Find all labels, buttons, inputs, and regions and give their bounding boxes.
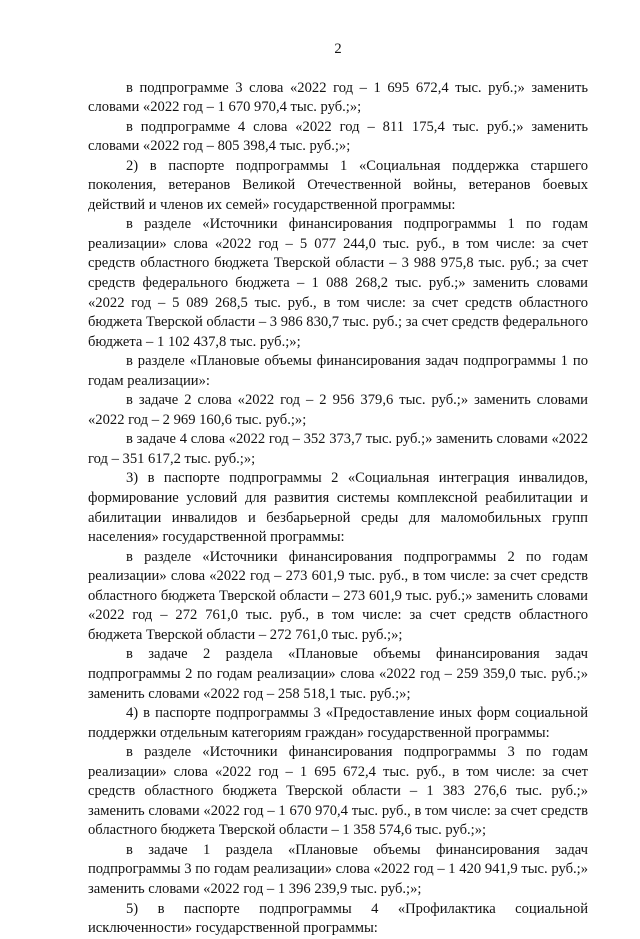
paragraph-11: 4) в паспорте подпрограммы 3 «Предоставление иных форм социальной поддержки отдельным категориям граждан» государственной программы: [88, 705, 588, 741]
paragraph-14: 5) в паспорте подпрограммы 4 «Профилактика социальной исключенности» государственной программы: [88, 900, 588, 937]
paragraph-8: 3) в паспорте подпрограммы 2 «Социальная интеграция инвалидов, формирование условий для развития системы комплексной реабилитации и абилитации инвалидов и безбарьерной среды для маломобильных групп населения» государственной программы: [88, 470, 588, 546]
paragraph-10: в задаче 2 раздела «Плановые объемы финансирования задач подпрограммы 2 по годам реализации» слова «2022 год – 259 359,0 тыс. руб.;» заменить словами «2022 год – 258 518,1 тыс. руб.;»; [88, 646, 588, 702]
paragraph-13: в задаче 1 раздела «Плановые объемы финансирования задач подпрограммы 3 по годам реализации» слова «2022 год – 1 420 941,9 тыс. руб.;» заменить словами «2022 год – 1 396 239,9 тыс. руб.;»; [88, 841, 588, 897]
paragraph-9: в разделе «Источники финансирования подпрограммы 2 по годам реализации» слова «2022 год – 273 601,9 тыс. руб., в том числе: за счет средств областного бюджета Тверской области – 273 601,9 тыс. руб.;» заменить словами «2022 год – 272 761,0 тыс. руб., в том числе: за счет средств областного бюджета Тверской области – 272 761,0 тыс. руб.;»; [88, 548, 588, 643]
paragraph-2: в подпрограмме 4 слова «2022 год – 811 175,4 тыс. руб.;» заменить словами «2022 год – 805 398,4 тыс. руб.;»; [88, 118, 588, 155]
paragraph-4: в разделе «Источники финансирования подпрограммы 1 по годам реализации» слова «2022 год – 5 077 244,0 тыс. руб., в том числе: за счет средств областного бюджета Тверской области – 3 988 975,8 тыс. руб.; за счет средств федерального бюджета – 1 088 268,2 тыс. руб.;» заменить словами «2022 год – 5 089 268,5 тыс. руб., в том числе: за счет средств областного бюджета Тверской области – 3 986 830,7 тыс. руб.; за счет средств федерального бюджета – 1 102 437,8 тыс. руб.;»; [88, 216, 589, 350]
paragraph-7: в задаче 4 слова «2022 год – 352 373,7 тыс. руб.;» заменить словами «2022 год – 351 617,2 тыс. руб.;»; [88, 431, 588, 467]
paragraph-6: в задаче 2 слова «2022 год – 2 956 379,6 тыс. руб.;» заменить словами «2022 год – 2 969 160,6 тыс. руб.;»; [88, 392, 588, 428]
paragraph-12: в разделе «Источники финансирования подпрограммы 3 по годам реализации» слова «2022 год – 1 695 672,4 тыс. руб., в том числе: за счет средств областного бюджета Тверской области – 1 383 276,6 тыс. руб.;» заменить словами «2022 год – 1 670 970,4 тыс. руб., в том числе: за счет средств областного бюджета Тверской области – 1 358 574,6 тыс. руб.;»; [88, 744, 588, 839]
page-number: 2 [334, 41, 342, 57]
paragraph-5: в разделе «Плановые объемы финансирования задач подпрограммы 1 по годам реализации»: [88, 353, 588, 389]
paragraph-1: в подпрограмме 3 слова «2022 год – 1 695 672,4 тыс. руб.;» заменить словами «2022 год – 1 670 970,4 тыс. руб.;»; [88, 79, 588, 116]
paragraph-3: 2) в паспорте подпрограммы 1 «Социальная поддержка старшего поколения, ветеранов Великой Отечественной войны, ветеранов боевых действий и членов их семей» государственной программы: [88, 157, 588, 213]
